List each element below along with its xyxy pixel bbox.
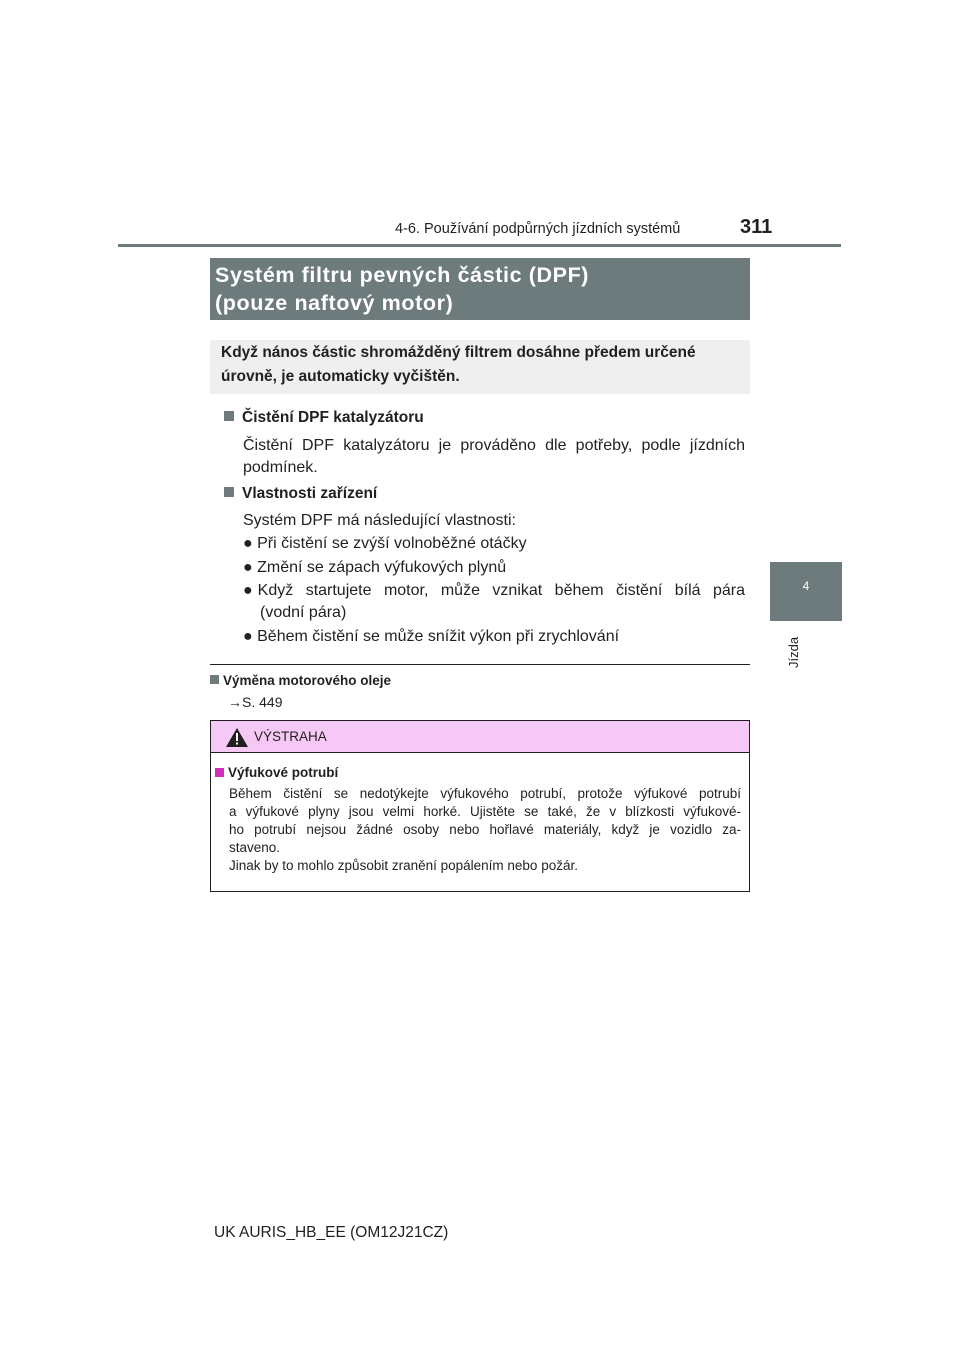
features-intro-text: Systém DPF má následující vlastnosti: xyxy=(243,512,516,529)
warning-text-line: Jinak by to mohlo způsobit zranění popálením nebo požár. xyxy=(229,858,578,873)
warning-header xyxy=(211,721,749,753)
intro-box xyxy=(210,340,750,394)
page-reference: →S. 449 xyxy=(228,694,283,710)
chapter-tab: 4 xyxy=(770,562,842,621)
warning-box xyxy=(210,720,750,892)
intro-line-2: úrovně, je automaticky vyčištěn. xyxy=(221,368,460,385)
cleaning-text-line-2: podmínek. xyxy=(243,459,318,476)
feature-item xyxy=(243,628,619,646)
section-heading-features-text: Vlastnosti zařízení xyxy=(242,485,378,502)
note-heading xyxy=(210,673,391,688)
feature-item xyxy=(243,582,745,600)
square-bullet-icon xyxy=(224,487,234,497)
section-divider xyxy=(210,664,750,665)
chapter-label-text: Jízda xyxy=(786,636,801,668)
warning-text-line: ho potrubí nejsou žádné osoby nebo hořlavé materiály, když je vozidlo za- xyxy=(229,822,741,837)
page-number: 311 xyxy=(740,216,773,238)
bullet-dot-icon: ● xyxy=(243,535,253,552)
chapter-label xyxy=(782,628,802,672)
section-heading-features xyxy=(224,485,377,503)
feature-item-text: Během čistění se může snížit výkon při zrychlování xyxy=(257,628,620,645)
warning-text-line: staveno. xyxy=(229,840,281,855)
bullet-dot-icon: ● xyxy=(243,582,253,599)
feature-item-text: Při čistění se zvýší volnoběžné otáčky xyxy=(257,535,527,552)
feature-item-text: Když startujete motor, může vznikat během čistění bílá pára xyxy=(257,582,745,599)
warning-heading xyxy=(215,765,338,780)
title-line-1: Systém filtru pevných částic (DPF) xyxy=(215,263,590,287)
feature-item-continuation: (vodní pára) xyxy=(260,604,347,621)
bullet-dot-icon: ● xyxy=(243,559,253,576)
header-section-title: 4-6. Používání podpůrných jízdních systémů xyxy=(395,221,681,237)
bullet-dot-icon: ● xyxy=(243,628,253,645)
square-bullet-icon xyxy=(210,675,219,684)
feature-item xyxy=(243,535,527,553)
title-line-2: (pouze naftový motor) xyxy=(215,291,454,315)
feature-item-text: Změní se zápach výfukových plynů xyxy=(257,559,507,576)
header-rule xyxy=(118,244,841,247)
warning-heading-text: Výfukové potrubí xyxy=(228,765,339,780)
feature-item xyxy=(243,559,506,577)
warning-label: VÝSTRAHA xyxy=(254,729,327,744)
intro-line-1: Když nános částic shromážděný filtrem dosáhne předem určené xyxy=(221,344,696,361)
section-heading-cleaning-text: Čistění DPF katalyzátoru xyxy=(242,409,424,426)
footer-model-code: UK AURIS_HB_EE (OM12J21CZ) xyxy=(214,1224,449,1241)
cleaning-text-line-1: Čistění DPF katalyzátoru je prováděno dle potřeby, podle jízdních xyxy=(243,437,745,454)
warning-text-line: a výfukové plyny jsou velmi horké. Ujistěte se také, že v blízkosti výfukové- xyxy=(229,804,741,819)
square-bullet-icon xyxy=(224,411,234,421)
note-heading-text: Výměna motorového oleje xyxy=(223,673,392,688)
section-heading-cleaning xyxy=(224,409,424,427)
warning-text-line: Během čistění se nedotýkejte výfukového potrubí, protože výfukové potrubí xyxy=(229,786,741,801)
warning-triangle-icon xyxy=(226,728,248,747)
page-title xyxy=(210,258,750,320)
square-bullet-icon xyxy=(215,768,224,777)
